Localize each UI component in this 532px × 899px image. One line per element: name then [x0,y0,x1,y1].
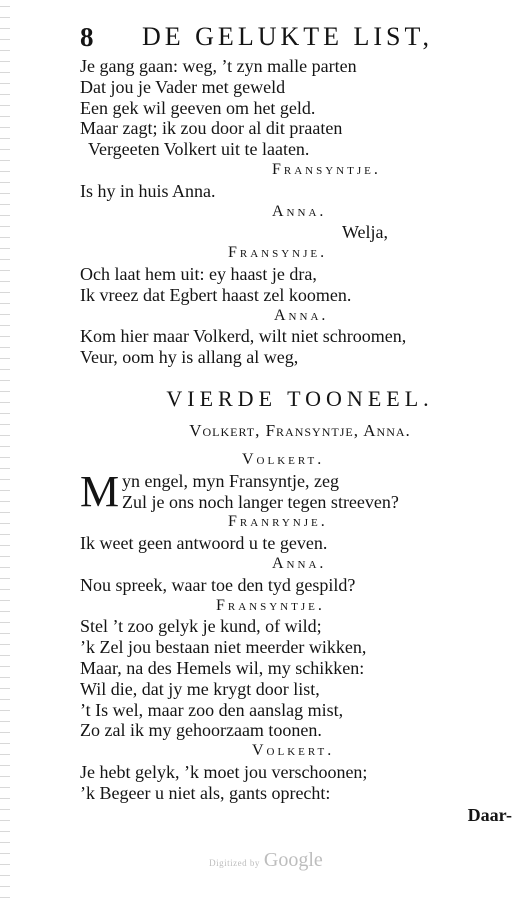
verse-text-block [80,56,520,804]
line-text: Och laat hem uit: ey haast je dra, [80,263,317,284]
page-number: 8 [80,22,94,52]
line-text: Fransyntje. [216,596,325,614]
line-text: ’t Is wel, maar zoo den aanslag mist, [80,699,344,720]
verse-line [80,118,520,139]
watermark-logo-text: Google [263,849,323,871]
verse-line [80,181,520,202]
line-text: Fransynje. [228,244,328,262]
line-text: Zul je ons noch langer tegen streeven? [122,491,399,512]
line-text: Veur, oom hy is allang al weg, [80,347,299,368]
verse-line [80,637,520,658]
line-text: Wil die, dat jy me krygt door list, [80,678,320,699]
verse-line [80,575,520,596]
verse-line [80,492,520,513]
line-text: Anna. [274,306,329,324]
line-text: Ik vreez dat Egbert haast zel koomen. [80,284,352,305]
verse-line [80,139,520,160]
speaker-heading [80,741,520,762]
speaker-heading [80,306,520,327]
section-spacer [80,368,520,382]
speaker-heading [80,450,520,471]
verse-line [80,533,520,554]
watermark-small-text: Digitized by [209,858,260,868]
verse-line [80,222,520,243]
line-text: Maar, na des Hemels wil, my schikken: [80,657,365,678]
verse-line [80,762,520,783]
scene-cast-list [80,416,520,450]
speaker-heading [80,554,520,575]
line-text: Volkert. [242,450,325,468]
speaker-heading [80,160,520,181]
verse-line [80,77,520,98]
verse-line [80,783,520,804]
verse-line [80,98,520,119]
line-text: Maar zagt; ik zou door al dit praaten [80,118,343,139]
line-text: Fransyntje. [272,160,381,178]
line-text: Stel ’t zoo gelyk je kund, of wild; [80,616,322,637]
line-text: Franrynje. [228,513,328,531]
catchword: Daar- [467,805,512,825]
line-text: ’k Zel jou bestaan niet meerder wikken, [80,637,367,658]
speaker-heading [80,596,520,617]
line-text: Vergeeten Volkert uit te laaten. [88,139,310,160]
line-text: Welja, [342,222,389,243]
line-text: Je hebt gelyk, ’k moet jou verschoonen; [80,761,368,782]
verse-line [80,700,520,721]
page-binding-edge [0,0,10,899]
verse-line [80,285,520,306]
line-text: Nou spreek, waar toe den tyd gespild? [80,574,356,595]
line-text: Kom hier maar Volkerd, wilt niet schroomen, [80,326,407,347]
line-text: Zo zal ik my gehoorzaam toonen. [80,720,322,741]
scene-title [80,382,520,416]
speaker-heading [80,512,520,533]
page-header [80,22,480,56]
verse-line [80,679,520,700]
line-text: Volkert, Fransyntje, Anna. [189,420,411,440]
verse-line [80,720,520,741]
line-text: Anna. [272,202,327,220]
line-text: Een gek wil geeven om het geld. [80,97,316,118]
line-text: Is hy in huis Anna. [80,180,216,201]
line-text: ’k Begeer u niet als, gants oprecht: [80,782,331,803]
verse-line [80,616,520,637]
drop-cap-letter: M [80,466,120,516]
speaker-heading [80,243,520,264]
line-text: Je gang gaan: weg, ’t zyn malle parten [80,56,357,76]
verse-line [80,56,520,77]
line-text: yn engel, myn Fransyntje, zeg [122,470,339,491]
line-text: VIERDE TOONEEL. [166,385,434,411]
verse-line [80,658,520,679]
running-title: DE GELUKTE LIST, [142,22,433,51]
line-text: Ik weet geen antwoord u te geven. [80,533,328,554]
line-text: Volkert. [252,742,335,760]
speaker-heading [80,202,520,223]
digitization-watermark [0,849,532,872]
verse-line [80,347,520,368]
line-text: Dat jou je Vader met geweld [80,76,286,97]
line-text: Anna. [272,554,327,572]
verse-line [80,264,520,285]
verse-line [80,326,520,347]
